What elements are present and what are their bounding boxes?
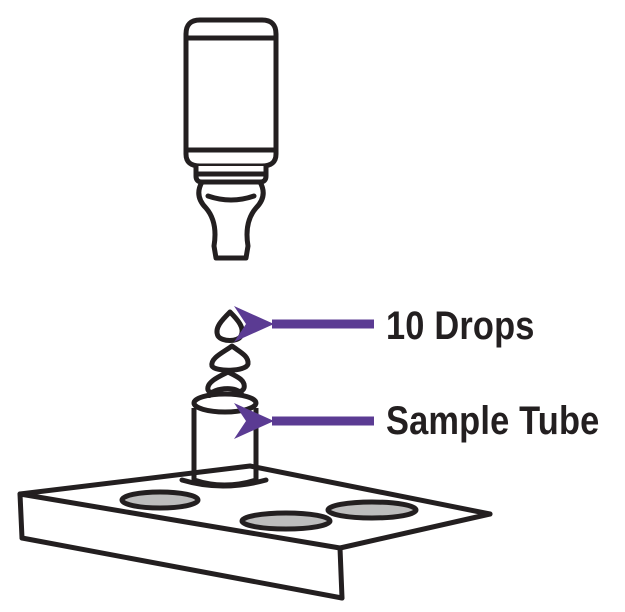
drops-label: 10 Drops [386, 304, 535, 348]
sample-tube-label: Sample Tube [386, 399, 600, 443]
drop-icon [217, 312, 242, 341]
dropper-bottle-icon [186, 20, 276, 258]
tube-rack-icon [20, 466, 490, 598]
